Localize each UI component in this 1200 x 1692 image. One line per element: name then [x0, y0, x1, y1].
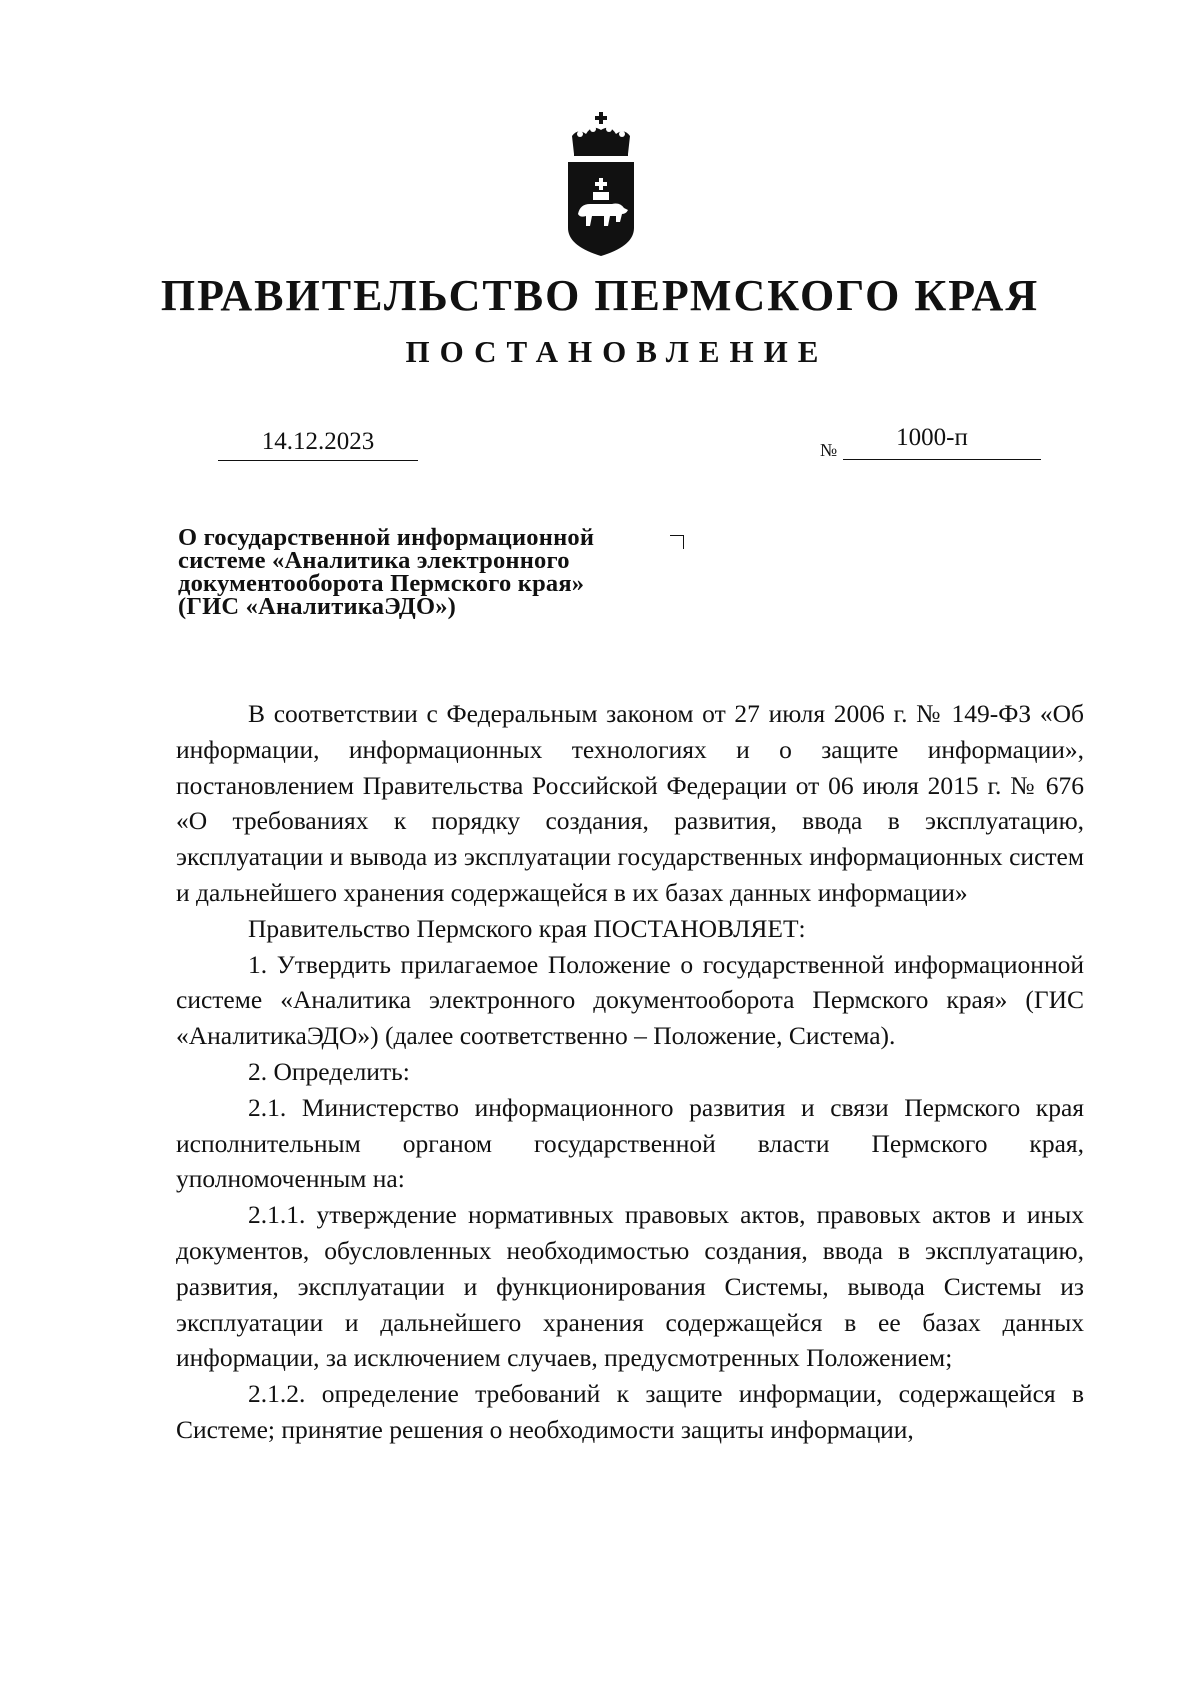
number-sign-label: № [820, 440, 838, 460]
body-paragraph: 2. Определить: [248, 1056, 410, 1086]
organization-title: ПРАВИТЕЛЬСТВО ПЕРМСКОГО КРАЯ [160, 271, 1040, 320]
document-number-field: 1000-п [843, 420, 1041, 460]
perm-krai-coat-of-arms-icon [566, 110, 636, 260]
subject-line: документооборота Пермского края» [178, 570, 585, 597]
subject-line: О государственной информационной [178, 524, 595, 551]
document-type-heading: ПОСТАНОВЛЕНИЕ [405, 334, 829, 369]
document-body [176, 696, 1084, 1448]
body-paragraph: 1. Утвердить прилагаемое Положение о государственной информационной системе «Аналитика электронного документооборота Пермского края» (ГИС «АналитикаЭДО») (далее соответственно – Положение, Система). [176, 949, 1084, 1051]
body-paragraph: В соответствии с Федеральным законом от 27 июля 2006 г. № 149-ФЗ «Об информации, информационных технологиях и о защите информации», постановлением Правительства Российской Федерации от 06 июля 2015 г. № 676 «О требованиях к порядку создания, развития, ввода в эксплуатацию, эксплуатации и вывода из эксплуатации государственных информационных систем и дальнейшего хранения содержащейся в их базах данных информации» [176, 699, 1084, 907]
subject-line: системе «Аналитика электронного [178, 547, 570, 574]
document-subject [178, 526, 698, 618]
subject-line: (ГИС «АналитикаЭДО») [178, 593, 457, 620]
body-paragraph: 2.1.1. утверждение нормативных правовых актов, правовых актов и иных документов, обусловленных необходимостью создания, ввода в эксплуатацию, развития, эксплуатации и функционирования Системы, вывода Системы из эксплуатации и дальнейшего хранения содержащейся в ее базах данных информации, за исключением случаев, предусмотренных Положением; [176, 1200, 1084, 1373]
body-paragraph: 2.1.2. определение требований к защите информации, содержащейся в Системе; принятие решения о необходимости защиты информации, [176, 1379, 1084, 1444]
document-date-field: 14.12.2023 [218, 424, 418, 461]
body-paragraph: 2.1. Министерство информационного развития и связи Пермского края исполнительным органом государственной власти Пермского края, уполномоченным на: [176, 1092, 1084, 1194]
body-paragraph: Правительство Пермского края ПОСТАНОВЛЯЕТ: [248, 913, 806, 943]
subject-corner-mark [670, 535, 684, 549]
